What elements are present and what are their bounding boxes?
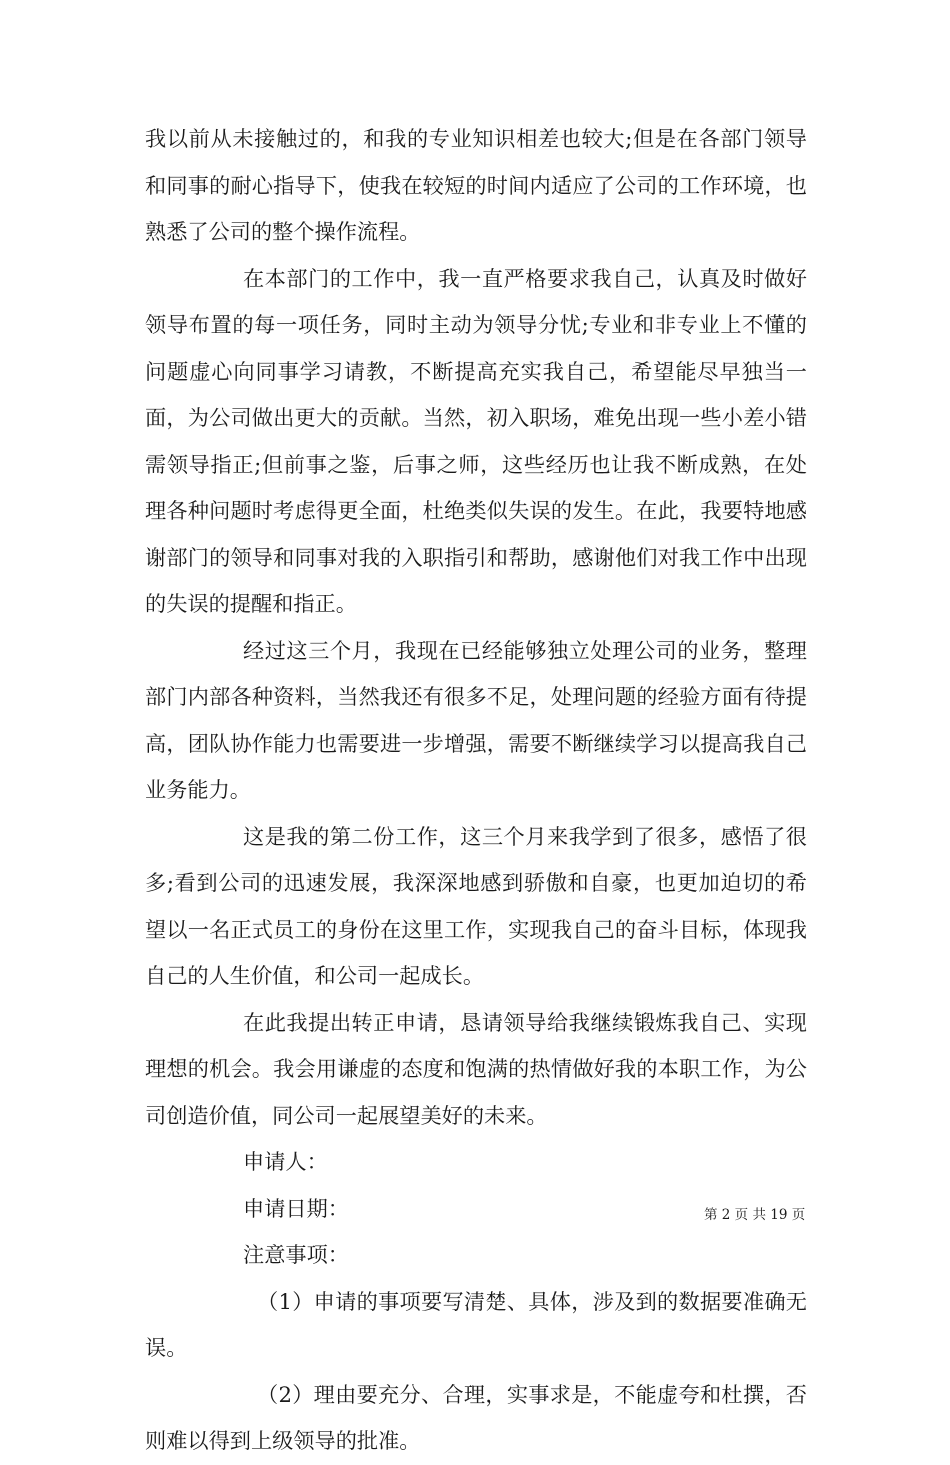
paragraph-three-months: 经过这三个月，我现在已经能够独立处理公司的业务，整理部门内部各种资料，当然我还有很多不足，处理问题的经验方面有待提高，团队协作能力也需要进一步增强，需要不断继续学习以提高我自己业务能力。 [145,637,807,802]
paragraph-continued-intro: 我以前从未接触过的，和我的专业知识相差也较大;但是在各部门领导和同事的耐心指导下，使我在较短的时间内适应了公司的工作环境，也熟悉了公司的整个操作流程。 [145,126,807,244]
note-item-2: （2）理由要充分、合理，实事求是，不能虚夸和杜撰，否则难以得到上级领导的批准。 [145,1381,807,1453]
document-body [145,116,807,1465]
paragraph-application-request: 在此我提出转正申请，恳请领导给我继续锻炼我自己、实现理想的机会。我会用谦虚的态度和饱满的热情做好我的本职工作，为公司创造价值，同公司一起展望美好的未来。 [145,1009,807,1128]
applicant-label: 申请人： [243,1149,328,1174]
paragraph-second-job: 这是我的第二份工作，这三个月来我学到了很多，感悟了很多;看到公司的迅速发展，我深深地感到骄傲和自豪，也更加迫切的希望以一名正式员工的身份在这里工作，实现我自己的奋斗目标，体现我自己的人生价值，和公司一起成长。 [145,823,807,988]
notes-heading: 注意事项： [243,1242,349,1267]
note-item-1: （1）申请的事项要写清楚、具体，涉及到的数据要准确无误。 [145,1288,807,1360]
paragraph-work-attitude: 在本部门的工作中，我一直严格要求我自己，认真及时做好领导布置的每一项任务，同时主动为领导分忧;专业和非专业上不懂的问题虚心向同事学习请教，不断提高充实我自己，希望能尽早独当一面，为公司做出更大的贡献。当然，初入职场，难免出现一些小差小错需领导指正;但前事之鉴，后事之师，这些经历也让我不断成熟，在处理各种问题时考虑得更全面，杜绝类似失误的发生。在此，我要特地感谢部门的领导和同事对我的入职指引和帮助，感谢他们对我工作中出现的失误的提醒和指正。 [145,265,807,616]
application-date-label: 申请日期： [243,1195,349,1221]
page-number-footer: 第 2 页 共 19 页 [704,1207,806,1223]
